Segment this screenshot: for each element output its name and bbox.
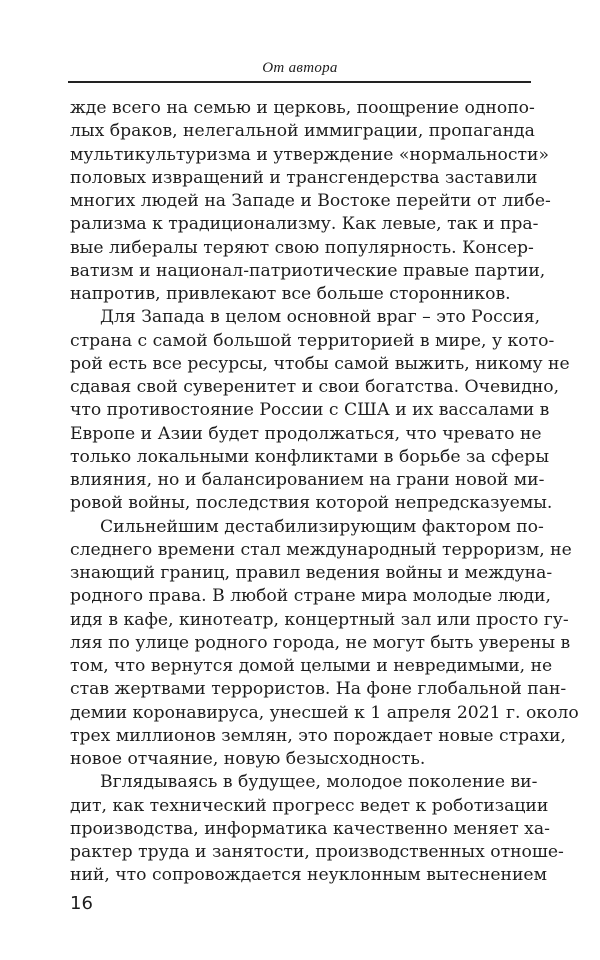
text-line: рактер труда и занятости, производственных отноше- bbox=[70, 842, 564, 862]
text-line: производства, информатика качественно меняет ха- bbox=[70, 818, 550, 839]
text-line: знающий границ, правил ведения войны и междуна- bbox=[70, 563, 553, 583]
text-line: многих людей на Западе и Востоке перейти от либе- bbox=[70, 191, 551, 211]
page-body bbox=[70, 97, 579, 888]
text-line: дит, как технический прогресс ведет к роботизации bbox=[70, 795, 549, 816]
text-line: вые либералы теряют свою популярность. Консер- bbox=[70, 237, 534, 258]
text-line: что противостояние России с США и их вассалами в bbox=[70, 400, 550, 421]
page-number: 16 bbox=[70, 893, 93, 914]
text-line: демии коронавируса, унесшей к 1 апреля 2021 г. около bbox=[70, 702, 579, 723]
text-line: лых браков, нелегальной иммиграции, пропаганда bbox=[70, 121, 535, 142]
text-line: том, что вернутся домой целыми и невредимыми, не bbox=[70, 656, 553, 676]
text-line: идя в кафе, кинотеатр, концертный зал или просто гу- bbox=[70, 609, 569, 630]
text-line: Сильнейшим дестабилизирующим фактором по- bbox=[100, 516, 544, 537]
text-line: влияния, но и балансированием на грани новой ми- bbox=[70, 470, 545, 490]
text-line: половых извращений и трансгендерства заставили bbox=[70, 167, 538, 188]
text-line: рой есть все ресурсы, чтобы самой выжить, никому не bbox=[70, 353, 570, 374]
text-line: ляя по улице родного города, не могут быть уверены в bbox=[70, 632, 571, 653]
text-line: Вглядываясь в будущее, молодое поколение ви- bbox=[100, 772, 538, 793]
text-line: новое отчаяние, новую безысходность. bbox=[70, 749, 426, 769]
text-line: жде всего на семью и церковь, поощрение однопо- bbox=[70, 98, 535, 118]
text-line: сдавая свой суверенитет и свои богатства. Очевидно, bbox=[70, 377, 560, 397]
text-line: напротив, привлекают все больше сторонников. bbox=[70, 284, 511, 304]
text-line: ний, что сопровождается неуклонным вытеснением bbox=[70, 865, 547, 886]
paragraph bbox=[70, 97, 551, 306]
running-header: От автора bbox=[262, 60, 338, 76]
paragraph bbox=[70, 771, 564, 887]
text-line: страна с самой большой территорией в мире, у кото- bbox=[70, 330, 555, 351]
text-line: трех миллионов землян, это порождает новые страхи, bbox=[70, 725, 566, 746]
text-line: только локальными конфликтами в борьбе за сферы bbox=[70, 446, 549, 467]
text-line: ватизм и национал-патриотические правые партии, bbox=[70, 260, 546, 281]
text-line: Для Запада в целом основной враг – это Россия, bbox=[100, 307, 541, 328]
text-line: рализма к традиционализму. Как левые, так и пра- bbox=[70, 214, 539, 235]
text-line: мультикультуризма и утверждение «нормальности» bbox=[70, 144, 550, 165]
text-line: став жертвами террористов. На фоне глобальной пан- bbox=[70, 679, 567, 700]
text-line: ровой войны, последствия которой непредсказуемы. bbox=[70, 493, 553, 514]
text-line: следнего времени стал международный терроризм, не bbox=[70, 539, 572, 560]
header-rule bbox=[68, 81, 531, 83]
text-line: родного права. В любой стране мира молодые люди, bbox=[70, 586, 551, 607]
text-line: Европе и Азии будет продолжаться, что чревато не bbox=[70, 423, 542, 444]
paragraph bbox=[70, 306, 570, 515]
paragraph bbox=[70, 516, 579, 772]
